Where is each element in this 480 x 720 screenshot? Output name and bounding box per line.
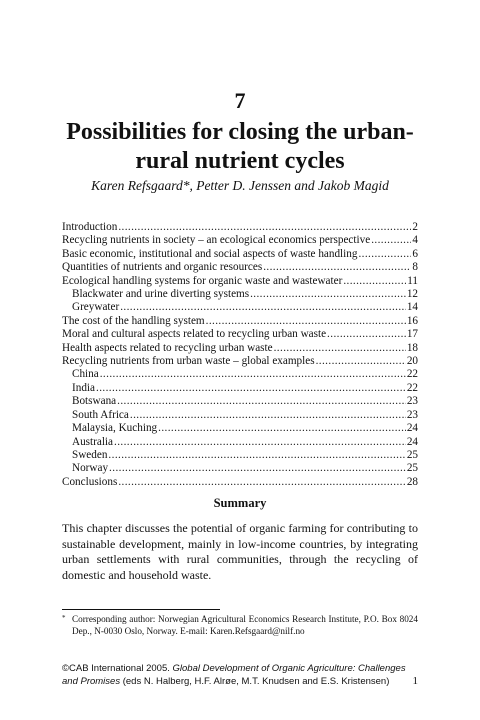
toc-leader-dots [250, 288, 406, 301]
toc-entry-page: 18 [406, 341, 418, 354]
footnote-text: Corresponding author: Norwegian Agricultural Economics Research Institute, P.O. Box 8024 Dep., N-0030 Oslo, Norway. E-mail: Karen.Refsgaard@nilf.no [72, 614, 418, 636]
toc-entry [62, 476, 418, 489]
copyright-notice [62, 663, 418, 688]
toc-entry-label: Health aspects related to recycling urban waste [62, 341, 273, 354]
toc-entry-page: 22 [406, 381, 418, 394]
book-title: Global Development of Organic Agriculture: Challenges and Promises [62, 663, 406, 687]
toc-leader-dots [118, 221, 411, 234]
toc-entry [62, 288, 418, 301]
toc-leader-dots [263, 261, 411, 274]
copyright-text: ©CAB International 2005. [62, 663, 173, 674]
toc-leader-dots [327, 328, 406, 341]
toc-entry-label: Introduction [62, 221, 118, 233]
chapter-number: 7 [234, 88, 246, 113]
toc-leader-dots [274, 342, 406, 355]
toc-entry-page: 16 [406, 314, 418, 327]
toc-entry-label: Norway [72, 462, 109, 475]
toc-entry [62, 301, 418, 314]
toc-entry [62, 315, 418, 328]
toc-entry [62, 449, 418, 462]
page-number: 1 [412, 675, 418, 687]
toc-entry [62, 234, 418, 247]
toc-entry [62, 395, 418, 408]
toc-entry-page: 25 [406, 462, 418, 475]
toc-entry-page: 23 [406, 408, 418, 421]
toc-leader-dots [118, 476, 405, 489]
toc-leader-dots [158, 422, 406, 435]
table-of-contents [62, 221, 418, 489]
toc-entry-label: Recycling nutrients in society – an ecological economics perspective [62, 234, 371, 247]
footnote-marker: * [62, 614, 66, 622]
toc-entry [62, 436, 418, 449]
toc-entry-page: 28 [406, 475, 418, 488]
toc-leader-dots [108, 449, 405, 462]
toc-entry-page: 8 [412, 261, 418, 274]
chapter-title: Possibilities for closing the urban-rural nutrient cycles [66, 119, 414, 174]
toc-leader-dots [96, 382, 406, 395]
toc-leader-dots [109, 462, 406, 475]
toc-entry-page: 22 [406, 368, 418, 381]
summary-heading: Summary [213, 496, 267, 510]
toc-leader-dots [206, 315, 406, 328]
footnote-divider [62, 609, 220, 610]
toc-entry-label: Sweden [72, 448, 108, 461]
toc-entry [62, 221, 418, 234]
chapter-authors: Karen Refsgaard*, Petter D. Jenssen and Jakob Magid [91, 178, 389, 193]
toc-entry-label: Australia [72, 435, 114, 448]
toc-entry-label: Botswana [72, 395, 117, 408]
toc-entry [62, 261, 418, 274]
toc-entry [62, 409, 418, 422]
footnote [62, 614, 418, 637]
toc-entry-label: Ecological handling systems for organic waste and wastewater [62, 274, 343, 287]
toc-entry-page: 4 [412, 234, 418, 247]
toc-entry-label: Blackwater and urine diverting systems [72, 288, 250, 301]
toc-entry-label: Conclusions [62, 475, 118, 488]
summary-text: This chapter discusses the potential of organic farming for contributing to sustainable development, mainly in low-income countries, by integrating urban settlements with rural communities, through the recycling of domestic and household waste. [62, 521, 418, 582]
toc-leader-dots [114, 436, 406, 449]
toc-entry-label: Basic economic, institutional and social aspects of waste handling [62, 247, 358, 260]
toc-entry [62, 462, 418, 475]
toc-entry-label: China [72, 368, 99, 381]
toc-entry-page: 11 [407, 274, 418, 287]
toc-entry-page: 2 [412, 221, 418, 233]
toc-entry [62, 275, 418, 288]
toc-entry-label: Recycling nutrients from urban waste – global examples [62, 355, 315, 368]
toc-leader-dots [130, 409, 406, 422]
toc-entry-label: South Africa [72, 408, 129, 421]
toc-entry-page: 12 [406, 288, 418, 301]
toc-leader-dots [316, 355, 406, 368]
toc-entry [62, 342, 418, 355]
toc-entry [62, 248, 418, 261]
toc-entry-page: 14 [406, 301, 418, 314]
toc-entry-page: 6 [412, 247, 418, 260]
toc-entry-page: 25 [406, 448, 418, 461]
toc-leader-dots [358, 248, 411, 261]
book-editors: (eds N. Halberg, H.F. Alrøe, M.T. Knudsen and E.S. Kristensen) [120, 675, 390, 687]
toc-entry-page: 17 [406, 328, 418, 341]
toc-entry-label: Greywater [72, 301, 120, 314]
toc-entry-label: Quantities of nutrients and organic resources [62, 261, 263, 274]
toc-entry-page: 20 [406, 355, 418, 368]
toc-entry-page: 23 [406, 395, 418, 408]
toc-entry-label: Malaysia, Kuching [72, 422, 158, 435]
toc-entry [62, 355, 418, 368]
toc-leader-dots [371, 234, 411, 247]
toc-entry-page: 24 [406, 422, 418, 435]
toc-leader-dots [100, 368, 406, 381]
toc-entry-page: 24 [406, 435, 418, 448]
toc-entry [62, 368, 418, 381]
toc-entry [62, 382, 418, 395]
toc-entry-label: The cost of the handling system [62, 314, 205, 327]
toc-entry [62, 328, 418, 341]
toc-entry-label: India [72, 381, 95, 394]
toc-leader-dots [343, 275, 406, 288]
toc-leader-dots [120, 301, 406, 314]
toc-entry [62, 422, 418, 435]
toc-leader-dots [117, 395, 406, 408]
toc-entry-label: Moral and cultural aspects related to recycling urban waste [62, 328, 327, 341]
